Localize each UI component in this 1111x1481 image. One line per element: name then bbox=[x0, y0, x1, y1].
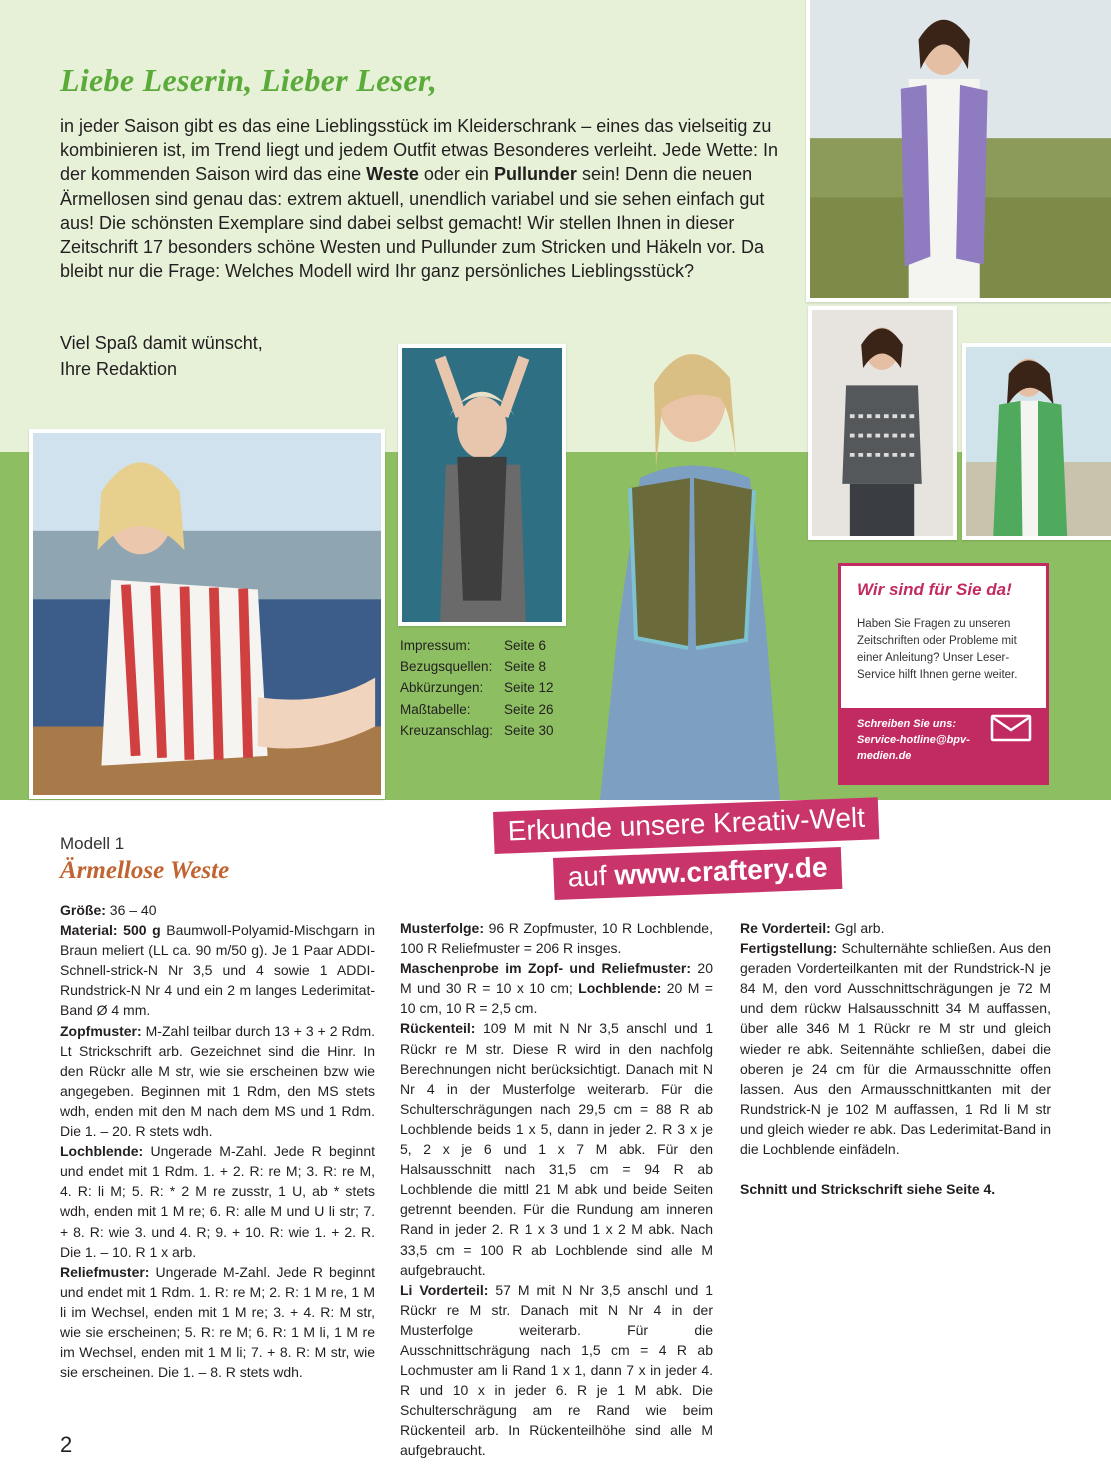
schnitt-reference: Schnitt und Strickschrift siehe Seite 4. bbox=[740, 1181, 996, 1198]
instruction-reliefmuster bbox=[60, 1262, 375, 1383]
modell-label: Modell 1 bbox=[60, 834, 125, 853]
intro-text-oder: oder ein bbox=[418, 164, 494, 185]
service-contact-text[interactable]: Schreiben Sie uns: Service-hotline@bpv-medien.de bbox=[857, 718, 970, 762]
photo-dark-scarf bbox=[398, 344, 566, 626]
instruction-fertigstellung bbox=[740, 938, 1051, 1159]
instruction-lochblende bbox=[60, 1141, 375, 1262]
text-re-vorderteil: Ggl arb. bbox=[830, 920, 885, 936]
banner-line-1: Erkunde unsere Kreativ-Welt bbox=[493, 797, 880, 854]
label-rueckenteil: Rückenteil: bbox=[400, 1020, 476, 1037]
page-number: 2 bbox=[60, 1432, 73, 1457]
craftery-banner[interactable] bbox=[493, 801, 947, 904]
banner-line-2[interactable] bbox=[553, 847, 842, 900]
toc-item[interactable] bbox=[400, 720, 554, 741]
envelope-icon[interactable] bbox=[990, 714, 1032, 742]
text-fertigstellung: Schulternähte schließen. Aus den geraden Vorderteilkanten mit der Rundstrick-N je 84 M, den vord Ausschnittschrägungen je 72 M und dem rückw Halsausschnitt 34 M auffassen, über alle 346 M 1 Rückr re M str und gleich wieder re abk. Seitennähte schließen, dabei die oberen je 24 cm für die Armausschnitte offen lassen. Aus den Armausschnittkanten mit der Rundstrick-N je 102 M auffassen, 1 Rd li M str und gleich wieder re abk. Das Lederimitat-Band in die Lochblende einfädeln. bbox=[740, 940, 1051, 1158]
toc-label: Abkürzungen: bbox=[400, 680, 484, 696]
toc-page: Seite 6 bbox=[504, 638, 547, 653]
signoff-line-1: Viel Spaß damit wünscht, bbox=[60, 333, 263, 353]
signoff bbox=[60, 330, 263, 382]
instructions-column-1 bbox=[60, 900, 375, 1382]
label-maschenprobe: Maschenprobe im Zopf- und Reliefmuster: bbox=[400, 960, 691, 977]
instruction-schnitt-reference bbox=[740, 1179, 1051, 1199]
modell-title: Ärmellose Weste bbox=[60, 857, 230, 884]
label-lochblende: Lochblende: bbox=[60, 1143, 144, 1160]
instruction-zopfmuster bbox=[60, 1021, 375, 1142]
toc-label: Kreuzanschlag: bbox=[400, 722, 494, 738]
instruction-li-vorderteil bbox=[400, 1280, 713, 1461]
reader-service-box bbox=[838, 563, 1049, 785]
label-li-vorderteil: Li Vorderteil: bbox=[400, 1281, 489, 1298]
toc-item[interactable] bbox=[400, 677, 554, 698]
text-groesse: 36 – 40 bbox=[105, 902, 157, 918]
spacer bbox=[740, 1159, 1051, 1179]
service-text: Haben Sie Fragen zu unseren Zeitschriften oder Probleme mit einer Anleitung? Unser Leser-Service hilft Ihnen gerne weiter. bbox=[857, 618, 1018, 681]
intro-keyword-weste: Weste bbox=[366, 164, 419, 185]
photo-striped-vest bbox=[29, 429, 385, 799]
toc-page: Seite 12 bbox=[504, 680, 554, 696]
signoff-line-2: Ihre Redaktion bbox=[60, 359, 178, 379]
photo-denim-dress bbox=[570, 328, 810, 800]
text-maschenprobe: 20 M und 30 R = 10 x 10 cm; bbox=[400, 960, 713, 997]
photo-green-vest bbox=[962, 343, 1111, 540]
instruction-re-vorderteil bbox=[740, 918, 1051, 938]
toc-page: Seite 26 bbox=[504, 701, 554, 717]
toc-item[interactable] bbox=[400, 656, 554, 677]
instruction-rueckenteil bbox=[400, 1018, 713, 1279]
toc-item[interactable] bbox=[400, 699, 554, 720]
table-of-contents bbox=[400, 635, 554, 741]
toc-item[interactable] bbox=[400, 635, 554, 656]
text-lochblende-probe: 20 M = 10 cm, 10 R = 2,5 cm. bbox=[400, 980, 713, 1017]
instruction-musterfolge bbox=[400, 918, 713, 958]
intro-paragraph bbox=[60, 114, 800, 283]
text-material: Baumwoll-Polyamid-Mischgarn in Braun meliert (LL ca. 90 m/50 g). Je 1 Paar ADDI-Schnell-strick-N Nr 3,5 und 4 sowie 1 ADDI-Rundstrick-N Nr 4 und ein 2 m langes Lederimitat-Band Ø 4 mm. bbox=[60, 922, 375, 1019]
text-lochblende: Ungerade M-Zahl. Jede R beginnt und endet mit 1 Rdm. 1. + 2. R: re M; 3. R: re M, 4. R: li M; 5. R: * 2 M re zusstr, 1 U, ab * stets wdh, enden mit 1 M re; 6. R: alle M und U li str; 7. + 8. R: wie 3. und 4. R; 9. + 10. R: wie 1. + 2. R. Die 1. – 10. R 1 x arb. bbox=[60, 1143, 375, 1260]
label-material: Material: 500 g bbox=[60, 922, 161, 939]
banner-url-link[interactable]: www.craftery.de bbox=[613, 851, 829, 891]
photo-lilac-vest bbox=[806, 0, 1111, 302]
toc-label: Maßtabelle: bbox=[400, 701, 471, 717]
label-musterfolge: Musterfolge: bbox=[400, 920, 484, 936]
text-musterfolge: 96 R Zopfmuster, 10 R Lochblende, 100 R Reliefmuster = 206 R insges. bbox=[400, 920, 713, 957]
instruction-maschenprobe bbox=[400, 958, 713, 1018]
label-zopfmuster: Zopfmuster: bbox=[60, 1022, 142, 1039]
instructions-column-3 bbox=[740, 918, 1051, 1199]
label-fertigstellung: Fertigstellung: bbox=[740, 940, 838, 957]
instruction-material bbox=[60, 920, 375, 1020]
service-title: Wir sind für Sie da! bbox=[857, 580, 1012, 599]
instructions-column-2 bbox=[400, 918, 713, 1461]
label-lochblende-probe: Lochblende: bbox=[578, 980, 662, 997]
intro-text-1: in jeder Saison gibt es das eine Lieblingsstück im Kleiderschrank – eines das vielseitig zu kombinieren ist, im Trend liegt und jedem Outfit etwas Besonderes verleiht. Jede Wette: In der kommenden Saison wird das eine bbox=[60, 116, 779, 185]
toc-label: Bezugsquellen: bbox=[400, 659, 493, 675]
text-rueckenteil: 109 M mit N Nr 3,5 anschl und 1 Rückr re M str. Diese R wird in den nachfolg Berechnungen nicht berücksichtigt. Danach mit N Nr 4 in der Musterfolge weiterarb. Für die Schulterschrägungen nach 29,5 cm = 88 R ab Lochblende beids 1 x 5, dann in jeder 2. R 3 x je 5, 2 x je 6 und 1 x 7 M abk. Für den Halsausschnitt nach 31,5 cm = 94 R ab Lochblende die mittl 21 M abk und beide Seiten getrennt beenden. Für die Rundung am inneren Rand in jeder 2. R 1 x 3 und 1 x 2 M abk. Nach 33,5 cm = 100 R ab Lochblende sind alle M aufgebraucht. bbox=[400, 1020, 713, 1278]
instruction-groesse bbox=[60, 900, 375, 920]
service-contact[interactable] bbox=[841, 708, 1046, 782]
toc-page: Seite 8 bbox=[504, 659, 547, 675]
photo-jacquard-pullunder bbox=[808, 306, 957, 540]
label-reliefmuster: Reliefmuster: bbox=[60, 1263, 150, 1280]
toc-page: Seite 30 bbox=[504, 722, 554, 738]
label-re-vorderteil: Re Vorderteil: bbox=[740, 920, 831, 936]
text-zopfmuster: M-Zahl teilbar durch 13 + 3 + 2 Rdm. Lt Strickschrift arb. Gezeichnet sind die Hinr. In den Rückr alle M str, wie sie erscheinen bzw wie angegeben. Beginnen mit 1 Rdm, den MS stets wdh, enden mit den M nach dem MS und 1 Rdm. Die 1. – 20. R stets wdh. bbox=[60, 1022, 375, 1140]
intro-keyword-pullunder: Pullunder bbox=[493, 164, 577, 185]
text-li-vorderteil: 57 M mit N Nr 3,5 anschl und 1 Rückr re M str. Danach mit N Nr 4 in der Musterfolge weiterarb. Für die Ausschnittschrägung nach 1,5 cm = 4 R ab Lochmuster am li Rand 1 x 1, dann 7 x in jeder 4. R und 10 x in jeder 6. R je 1 M abk. Die Schulterschrägung am re Rand wie beim Rückenteil arb. In Rückenteilhöhe sind alle M aufgebraucht. bbox=[400, 1281, 713, 1459]
intro-text-2: sein! Denn die neuen Ärmellosen sind genau das: extrem aktuell, unendlich variabel und sie sehen einfach gut aus! Die schönsten Exemplare sind dabei selbst gemacht! Wir stellen Ihnen in dieser Zeitschrift 17 besonders schöne Westen und Pullunder zum Stricken und Häkeln vor. Da bleibt nur die Frage: Welches Modell wird Ihr ganz persönliches Lieblingsstück? bbox=[60, 164, 765, 282]
greeting-headline: Liebe Leserin, Lieber Leser, bbox=[60, 62, 438, 98]
label-groesse: Größe: bbox=[60, 902, 106, 918]
banner-prefix: auf bbox=[567, 859, 616, 893]
text-reliefmuster: Ungerade M-Zahl. Jede R beginnt und endet mit 1 Rdm. 1. R: re M; 2. R: 1 M re, 1 M li im Wechsel, enden mit 1 M re; 3. + 4. R: M str, wie sie erscheinen; 5. R: re M; 6. R: 1 M li, 1 M re im Wechsel, enden mit 1 M li; 7. + 8. R: M str, wie sie erscheinen. Die 1. – 8. R stets wdh. bbox=[60, 1263, 375, 1381]
toc-label: Impressum: bbox=[400, 638, 471, 653]
